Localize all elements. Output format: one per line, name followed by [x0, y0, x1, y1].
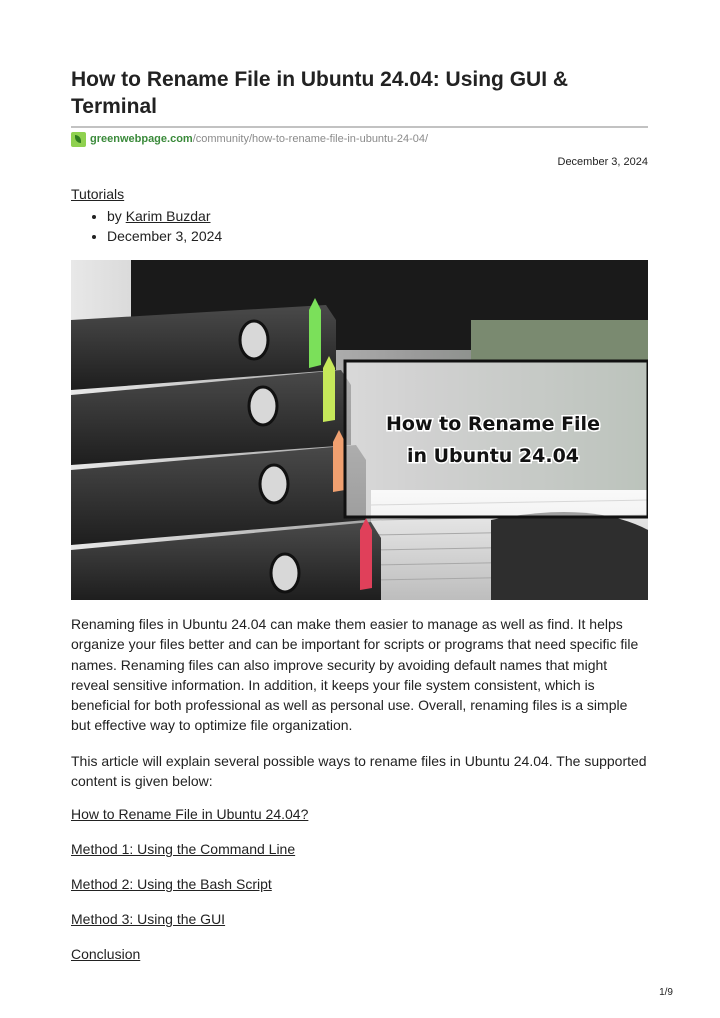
- byline-prefix: by: [107, 208, 122, 224]
- source-domain: greenwebpage.com: [90, 133, 193, 145]
- post-date-item: • December 3, 2024: [107, 226, 222, 246]
- author-link[interactable]: Karim Buzdar: [125, 208, 211, 224]
- overview-paragraph: This article will explain several possible ways to rename files in Ubuntu 24.04. The supported content is given below:: [71, 753, 647, 790]
- page-number: 1/9: [659, 987, 673, 998]
- toc-link-method-1[interactable]: Method 1: Using the Command Line: [71, 841, 296, 857]
- intro-paragraph: Renaming files in Ubuntu 24.04 can make them easier to manage as well as find. It helps organize your files better and can be important for scripts or programs that need specific file names. Renaming files can also improve security by avoiding default names that might reveal sensitive information. In addition, it keeps your file system consistent, which is beneficial for both professional as well as personal use. Overall, renaming files is a simple but effective way to optimize file organization.: [71, 616, 639, 734]
- hero-title-line2: in Ubuntu 24.04: [406, 445, 580, 467]
- hero-illustration: [71, 260, 648, 600]
- toc-link-conclusion[interactable]: Conclusion: [71, 946, 141, 962]
- toc-link-method-3[interactable]: Method 3: Using the GUI: [71, 911, 226, 927]
- print-date: December 3, 2024: [557, 156, 648, 168]
- article-title: How to Rename File in Ubuntu 24.04: Using GUI & Terminal: [71, 68, 569, 118]
- hero-image: [71, 260, 648, 600]
- toc-link-how-to-rename[interactable]: How to Rename File in Ubuntu 24.04?: [71, 806, 309, 822]
- source-path: /community/how-to-rename-file-in-ubuntu-24-04/: [192, 133, 429, 145]
- byline-item: [107, 206, 222, 226]
- category-link[interactable]: Tutorials: [71, 186, 125, 202]
- site-favicon-icon: [71, 132, 86, 147]
- hero-title-line1: How to Rename File: [386, 413, 600, 435]
- toc-link-method-2[interactable]: Method 2: Using the Bash Script: [71, 876, 272, 892]
- source-url[interactable]: [71, 131, 428, 147]
- title-divider: [71, 126, 648, 128]
- article-meta-list: [71, 206, 222, 246]
